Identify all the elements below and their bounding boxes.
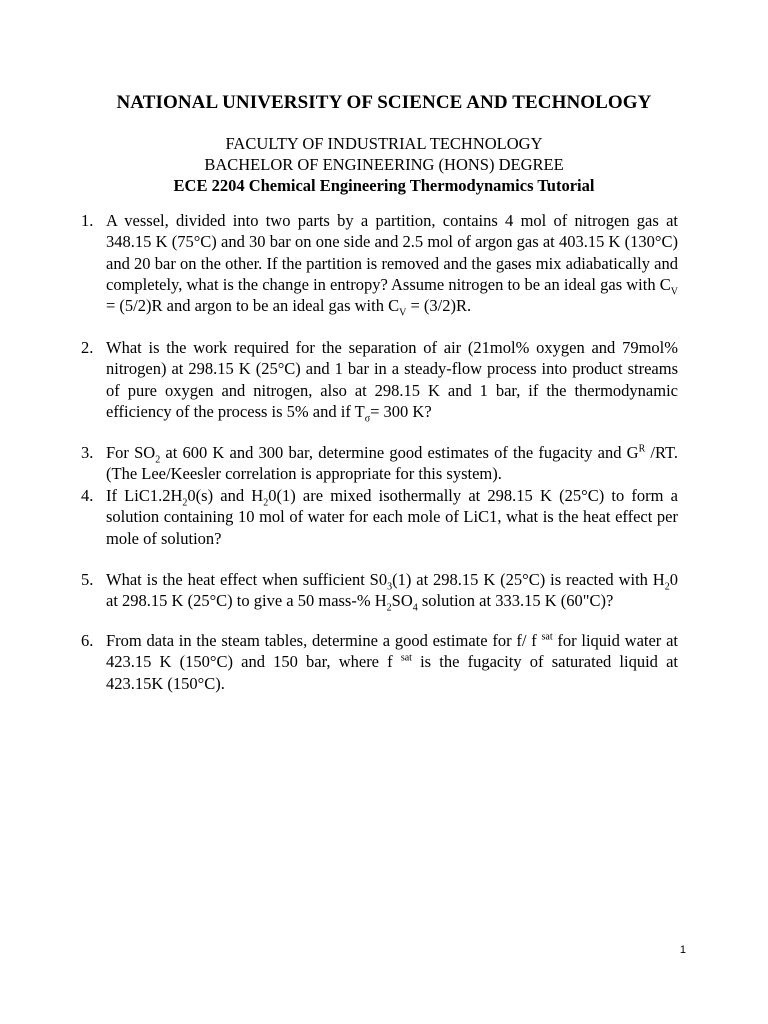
question-text: What is the work required for the separation of air (21mol% oxygen and 79mol% nitrogen) at 298.15 K (25°C) and 1 bar in a steady-flow process into product streams of pure oxygen and nitrogen, also at 298.15 K and 1 bar, if the thermodynamic efficiency of the process is 5% and if $T_\sigma= 300$ K? (106, 338, 678, 425)
question-number: 2. (81, 338, 94, 357)
question-text: For $SO_2$ at 600 K and 300 bar, determine good estimates of the fugacity and $G^R$ /RT. (The Lee/Keesler correlation is appropriate for this system). (106, 443, 679, 484)
page-number: 1 (679, 944, 686, 956)
question-4 (81, 485, 679, 549)
question-number: 3. (81, 443, 94, 462)
university-title: NATIONAL UNIVERSITY OF SCIENCE AND TECHNOLOGY (116, 92, 652, 113)
question-3 (81, 442, 679, 485)
question-1 (81, 210, 678, 319)
question-number: 5. (81, 570, 94, 589)
question-text: What is the heat effect when sufficient $S0_3(1)$ at 298.15 K (25°C) is reacted with $H_20$ at 298.15 K (25°C) to give a 50 mass-% $H_2SO_4$ solution at 333.15 K (60"C)? (106, 570, 678, 614)
question-number: 6. (81, 631, 94, 650)
question-number: 4. (81, 486, 94, 505)
faculty-line: FACULTY OF INDUSTRIAL TECHNOLOGY (225, 134, 543, 153)
question-text: A vessel, divided into two parts by a partition, contains 4 mol of nitrogen gas at 348.15 K (75°C) and 30 bar on one side and 2.5 mol of argon gas at 403.15 K (130°C) and 20 bar on the other. If the partition is removed and the gases mix adiabatically and completely, what is the change in entropy? Assume nitrogen to be an ideal gas with $C_V = (5/2)R$ and argon to be an ideal gas with $C_V = (3/2)R$. (106, 211, 678, 319)
question-6 (81, 630, 678, 694)
question-2 (81, 337, 678, 425)
question-text: If $LiC1.2H_20(s)$ and $H_20(1)$ are mixed isothermally at 298.15 K (25°C) to form a solution containing 10 mol of water for each mole of LiC1, what is the heat effect per mole of solution? (106, 486, 679, 548)
degree-line: BACHELOR OF ENGINEERING (HONS) DEGREE (204, 155, 564, 174)
question-5 (81, 569, 678, 614)
course-title: ECE 2204 Chemical Engineering Thermodynamics Tutorial (173, 176, 595, 195)
question-text: From data in the steam tables, determine a good estimate for f/ f $^{sat}$ for liquid water at 423.15 K (150°C) and 150 bar, where f $^{sat}$ is the fugacity of saturated liquid at 423.15K (150°C). (106, 631, 678, 693)
question-number: 1. (81, 211, 94, 230)
